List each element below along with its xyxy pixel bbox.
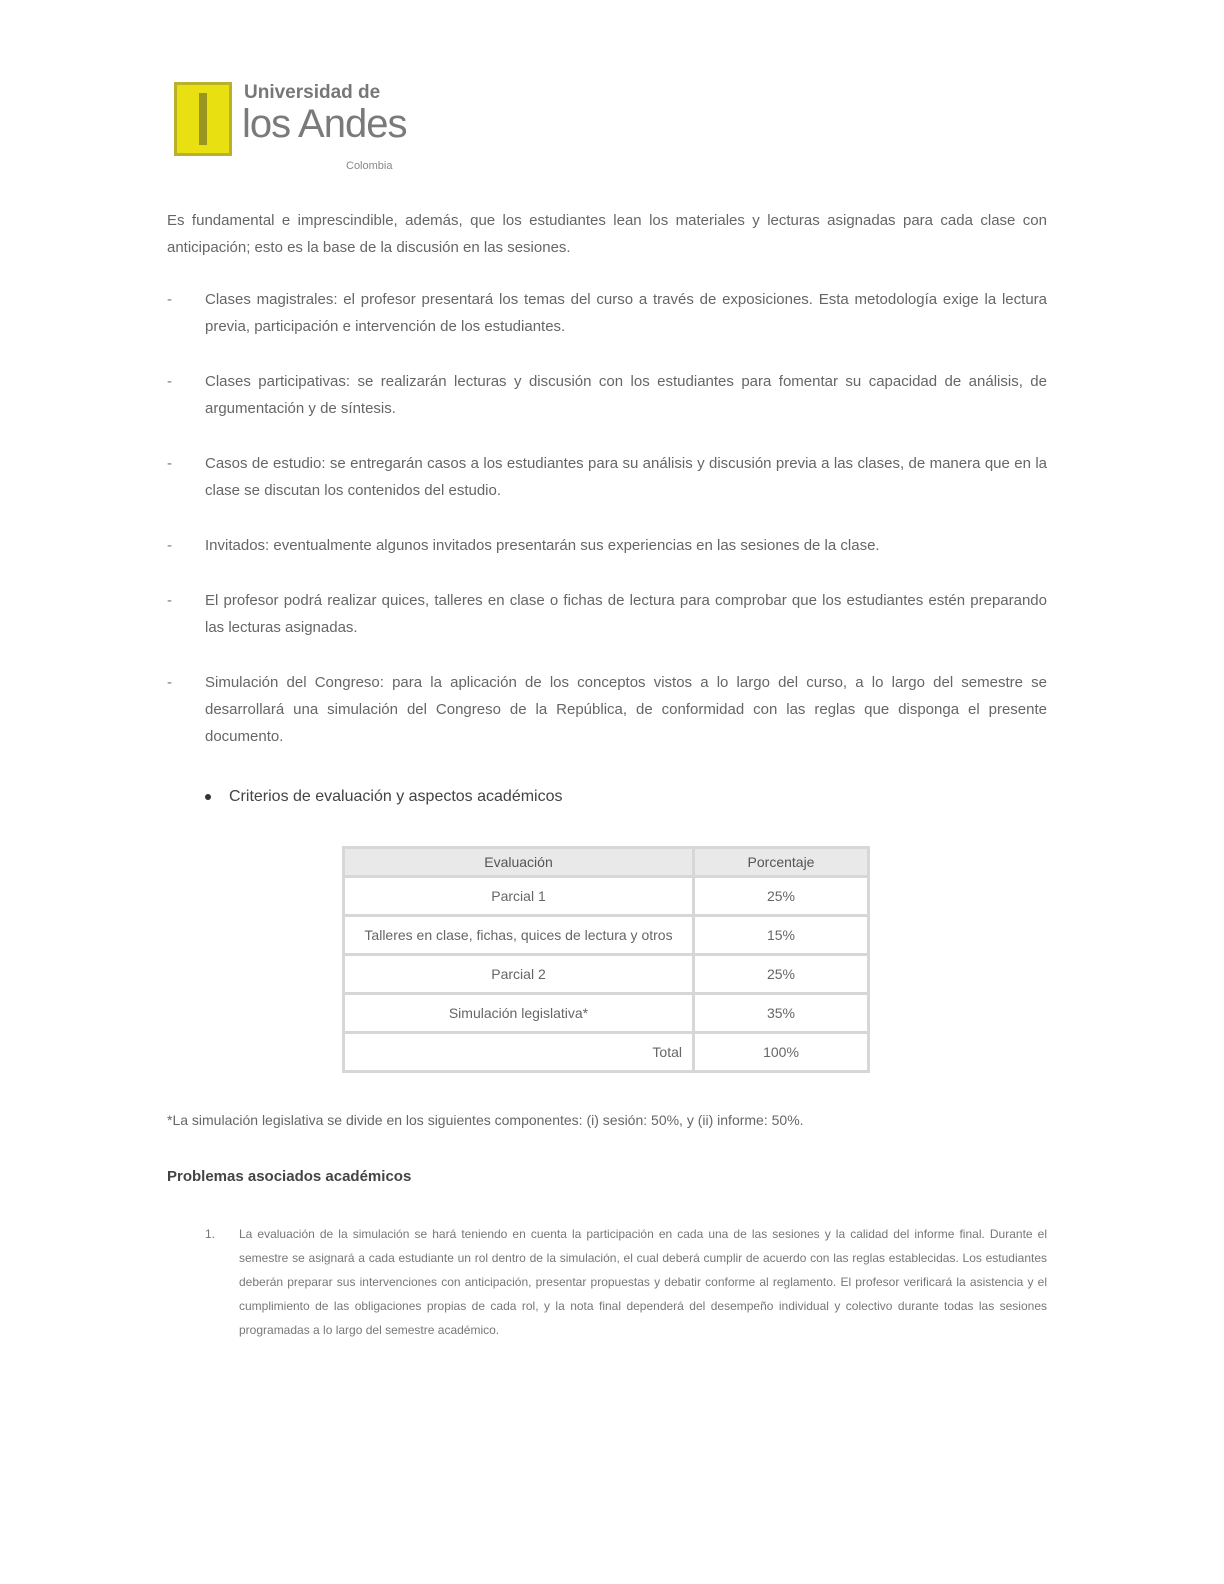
evaluation-table <box>342 846 870 1073</box>
evaluation-heading-text: Criterios de evaluación y aspectos académicos <box>229 788 563 805</box>
total-label: Total <box>344 1033 694 1072</box>
table-row <box>344 877 869 916</box>
logo-mark-icon <box>174 82 232 156</box>
university-logo <box>170 78 430 178</box>
method-item: - Simulación del Congreso: para la aplicación de los conceptos vistos a lo largo del curso, a lo largo del semestre se desarrollará una simulación del Congreso de la República, de conformidad con las reglas que disponga el presente documento. <box>167 669 1047 750</box>
method-item: - El profesor podrá realizar quices, talleres en clase o fichas de lectura para comprobar que los estudiantes estén preparando las lecturas asignadas. <box>167 587 1047 641</box>
fine-print-text: La evaluación de la simulación se hará teniendo en cuenta la participación en cada una de las sesiones y la calidad del informe final. Durante el semestre se asignará a cada estudiante un rol dentro de la simulación, el cual deberá cumplir de acuerdo con las reglas establecidas. Los estudiantes deberán preparar sus intervenciones con anticipación, presentar propuestas y debatir conforme al reglamento. El profesor verificará la asistencia y el cumplimiento de las obligaciones propias de cada rol, y la nota final dependerá del desempeño individual y colectivo durante todas las sesiones programadas a lo largo del semestre académico. <box>239 1227 1047 1337</box>
logo-top-text: Universidad de <box>244 82 381 103</box>
table-row <box>344 994 869 1033</box>
evaluation-heading <box>205 788 563 806</box>
logo-main-text: los Andes <box>242 102 407 146</box>
table-row <box>344 916 869 955</box>
table-cell-value: 35% <box>694 994 869 1033</box>
table-header-row <box>344 848 869 877</box>
intro-paragraph: Es fundamental e imprescindible, además, que los estudiantes lean los materiales y lecturas asignadas para cada clase con anticipación; esto es la base de la discusión en las sesiones. <box>167 212 1047 256</box>
table-row <box>344 955 869 994</box>
bullet-icon <box>205 794 211 800</box>
table-total-row <box>344 1033 869 1072</box>
table-cell-value: 25% <box>694 877 869 916</box>
table-cell-label: Simulación legislativa* <box>344 994 694 1033</box>
footnote: *La simulación legislativa se divide en los siguientes componentes: (i) sesión: 50%, y (ii) informe: 50%. <box>167 1112 804 1128</box>
table-cell-label: Parcial 2 <box>344 955 694 994</box>
logo-sub-text: Colombia <box>346 160 393 172</box>
section-title: Problemas asociados académicos <box>167 1168 412 1185</box>
table-cell-label: Parcial 1 <box>344 877 694 916</box>
method-item: - Clases participativas: se realizarán lecturas y discusión con los estudiantes para fomentar su capacidad de análisis, de argumentación y de síntesis. <box>167 368 1047 422</box>
method-item: - Clases magistrales: el profesor presentará los temas del curso a través de exposiciones. Esta metodología exige la lectura previa, participación e intervención de los estudiantes. <box>167 286 1047 340</box>
table-cell-label: Talleres en clase, fichas, quices de lectura y otros <box>344 916 694 955</box>
table-cell-value: 25% <box>694 955 869 994</box>
method-item: - Invitados: eventualmente algunos invitados presentarán sus experiencias en las sesiones de la clase. <box>167 532 1047 559</box>
method-item: - Casos de estudio: se entregarán casos a los estudiantes para su análisis y discusión previa a las clases, de manera que en la clase se discutan los contenidos del estudio. <box>167 450 1047 504</box>
fine-print-list <box>205 1222 1047 1342</box>
methods-list <box>167 286 1047 778</box>
total-value: 100% <box>694 1033 869 1072</box>
table-cell-value: 15% <box>694 916 869 955</box>
column-header: Porcentaje <box>694 848 869 877</box>
list-number: 1. <box>205 1227 216 1241</box>
column-header: Evaluación <box>344 848 694 877</box>
list-item <box>205 1222 1047 1342</box>
